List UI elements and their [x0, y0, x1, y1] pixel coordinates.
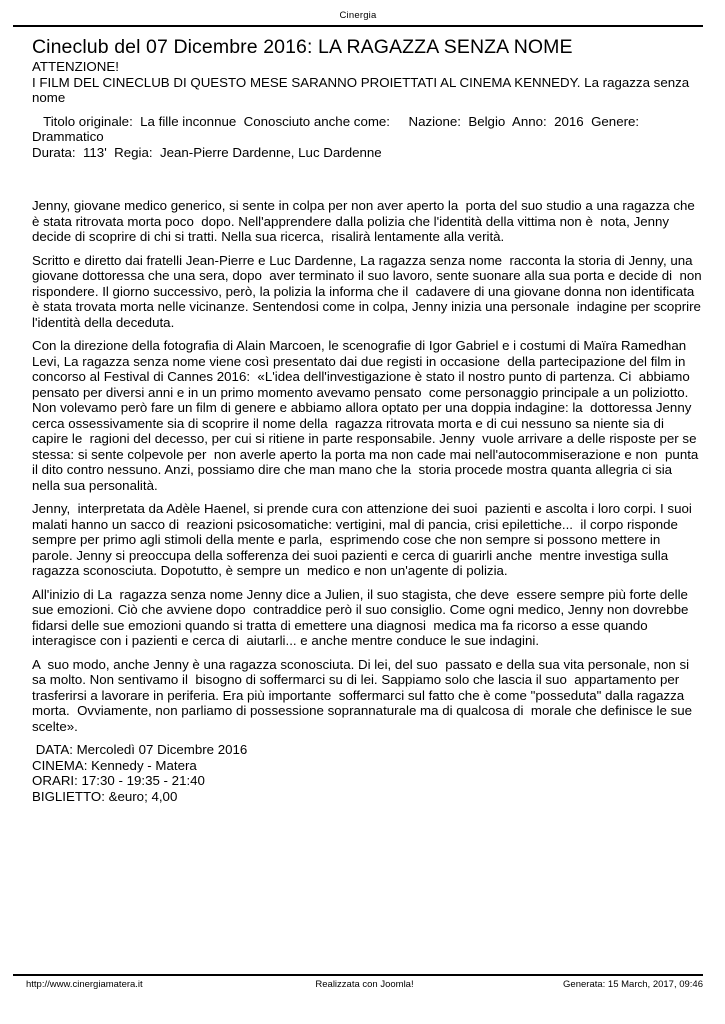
event-date-line: DATA: Mercoledì 07 Dicembre 2016	[32, 742, 248, 757]
body-paragraph: A suo modo, anche Jenny è una ragazza sconosciuta. Di lei, del suo passato e della sua vita personale, non si sa molto. Non sentivamo il bisogno di soffermarci su di lei. Sappiamo solo che lascia il suo appartamento per trasferirsi a lavorare in periferia. Era più importante soffermarci sul fatto che è come "posseduta" dalla ragazza morta. Ovviamente, non parliamo di possessione soprannaturale ma di qualcosa di morale che definisce le sue scelte».	[32, 656, 696, 734]
footer-generated: Generata: 15 March, 2017, 09:46	[563, 979, 704, 990]
page-title: Cineclub del 07 Dicembre 2016: LA RAGAZZA SENZA NOME	[32, 36, 573, 58]
vertical-spacer	[32, 168, 702, 198]
article-content	[32, 36, 706, 804]
film-info-line-2: Durata: 113' Regia: Jean-Pierre Dardenne, Luc Dardenne	[32, 144, 382, 160]
site-name: Cinergia	[339, 10, 377, 21]
event-times-line: ORARI: 17:30 - 19:35 - 21:40	[32, 773, 205, 788]
notice-block	[32, 59, 702, 106]
footer-credit: Realizzata con Joomla!	[315, 979, 414, 990]
body-paragraph: Scritto e diretto dai fratelli Jean-Pierre e Luc Dardenne, La ragazza senza nome racconta la storia di Jenny, una giovane dottoressa che una sera, dopo aver terminato il suo lavoro, sente suonare alla sua porta e decide di non rispondere. Il giorno successivo, però, la polizia la informa che il cadavere di una giovane donna non identificata è stata trovata morta nelle vicinanze. Sentendosi come in colpa, Jenny inizia una personale indagine per scoprire l'identità della deceduta.	[32, 252, 706, 330]
event-cinema-line: CINEMA: Kennedy - Matera	[32, 757, 197, 773]
footer-row	[13, 979, 703, 990]
footer-site-url: http://www.cinergiamatera.it	[26, 979, 143, 990]
event-info-block	[32, 742, 702, 804]
notice-line-attention: ATTENZIONE!	[32, 59, 119, 74]
body-paragraph: Jenny, interpretata da Adèle Haenel, si prende cura con attenzione dei suoi pazienti e ascolta i loro corpi. I suoi malati hanno un sacco di reazioni psicosomatiche: vertigini, mal di pancia, crisi epilettiche... il corpo risponde sempre per primo agli stimoli della mente e parla, esprimendo cose che non sempre si possono mettere in parole. Jenny si preoccupa della sofferenza dei suoi pazienti e cerca di guarirli anche mentre investiga sulla ragazza sconosciuta. Dopotutto, è sempre un medico e non un'agente di polizia.	[32, 501, 696, 578]
film-info-line-1: Titolo originale: La fille inconnue Conosciuto anche come: Nazione: Belgio Anno: 2016 Genere: Drammatico	[32, 113, 647, 144]
body-paragraph: All'inizio di La ragazza senza nome Jenny dice a Julien, il suo stagista, che deve essere sempre più forte delle sue emozioni. Ciò che avviene dopo contraddice però il suo consiglio. Come ogni medico, Jenny non dovrebbe fidarsi delle sue emozioni quando si tratta di emettere una diagnosi medica ma fa ricorso a esse quando interagisce con i pazienti e cerca di aiutarli... e anche mentre conduce le sue indagini.	[32, 586, 696, 648]
film-info-block	[32, 114, 702, 161]
body-paragraph: Con la direzione della fotografia di Alain Marcoen, le scenografie di Igor Gabriel e i costumi di Maïra Ramedhan Levi, La ragazza senza nome viene così presentato dai due registi in occasione della partecipazione del film in concorso al Festival di Cannes 2016: «L'idea dell'investigazione è stato il nostro punto di partenza. Ci abbiamo pensato per diversi anni e in un primo momento avevamo pensato come personaggio principale a un poliziotto. Non volevamo però fare un film di genere e abbiamo allora optato per una doppia indagine: la dottoressa Jenny cerca ossessivamente sia di scoprire il nome della ragazza ritrovata morta e di cui nessuno sa niente sia di capire le ragioni del decesso, per cui si ritiene in parte responsabile. Jenny vuole arrivare a delle risposte per se stessa: si sente colpevole per non averle aperto la porta ma non cade mai nell'autocommiserazione e non punta il dito contro nessuno. Anzi, possiamo dire che man mano che la storia procede mostra quanta allegria ci sia nella sua personalità.	[32, 338, 703, 493]
page-footer	[13, 974, 703, 990]
event-ticket-line: BIGLIETTO: &euro; 4,00	[32, 788, 178, 804]
body-paragraph: Jenny, giovane medico generico, si sente in colpa per non aver aperto la porta del suo studio a una ragazza che è stata ritrovata morta poco dopo. Nell'apprendere dalla polizia che l'identità della vittima non è nota, Jenny decide di scoprire di chi si tratti. Nella sua ricerca, risalirà lentamente alla verità.	[32, 198, 699, 244]
site-header	[13, 0, 703, 27]
notice-line-cinema: I FILM DEL CINECLUB DI QUESTO MESE SARANNO PROIETTATI AL CINEMA KENNEDY. La ragazza senza nome	[32, 74, 693, 105]
